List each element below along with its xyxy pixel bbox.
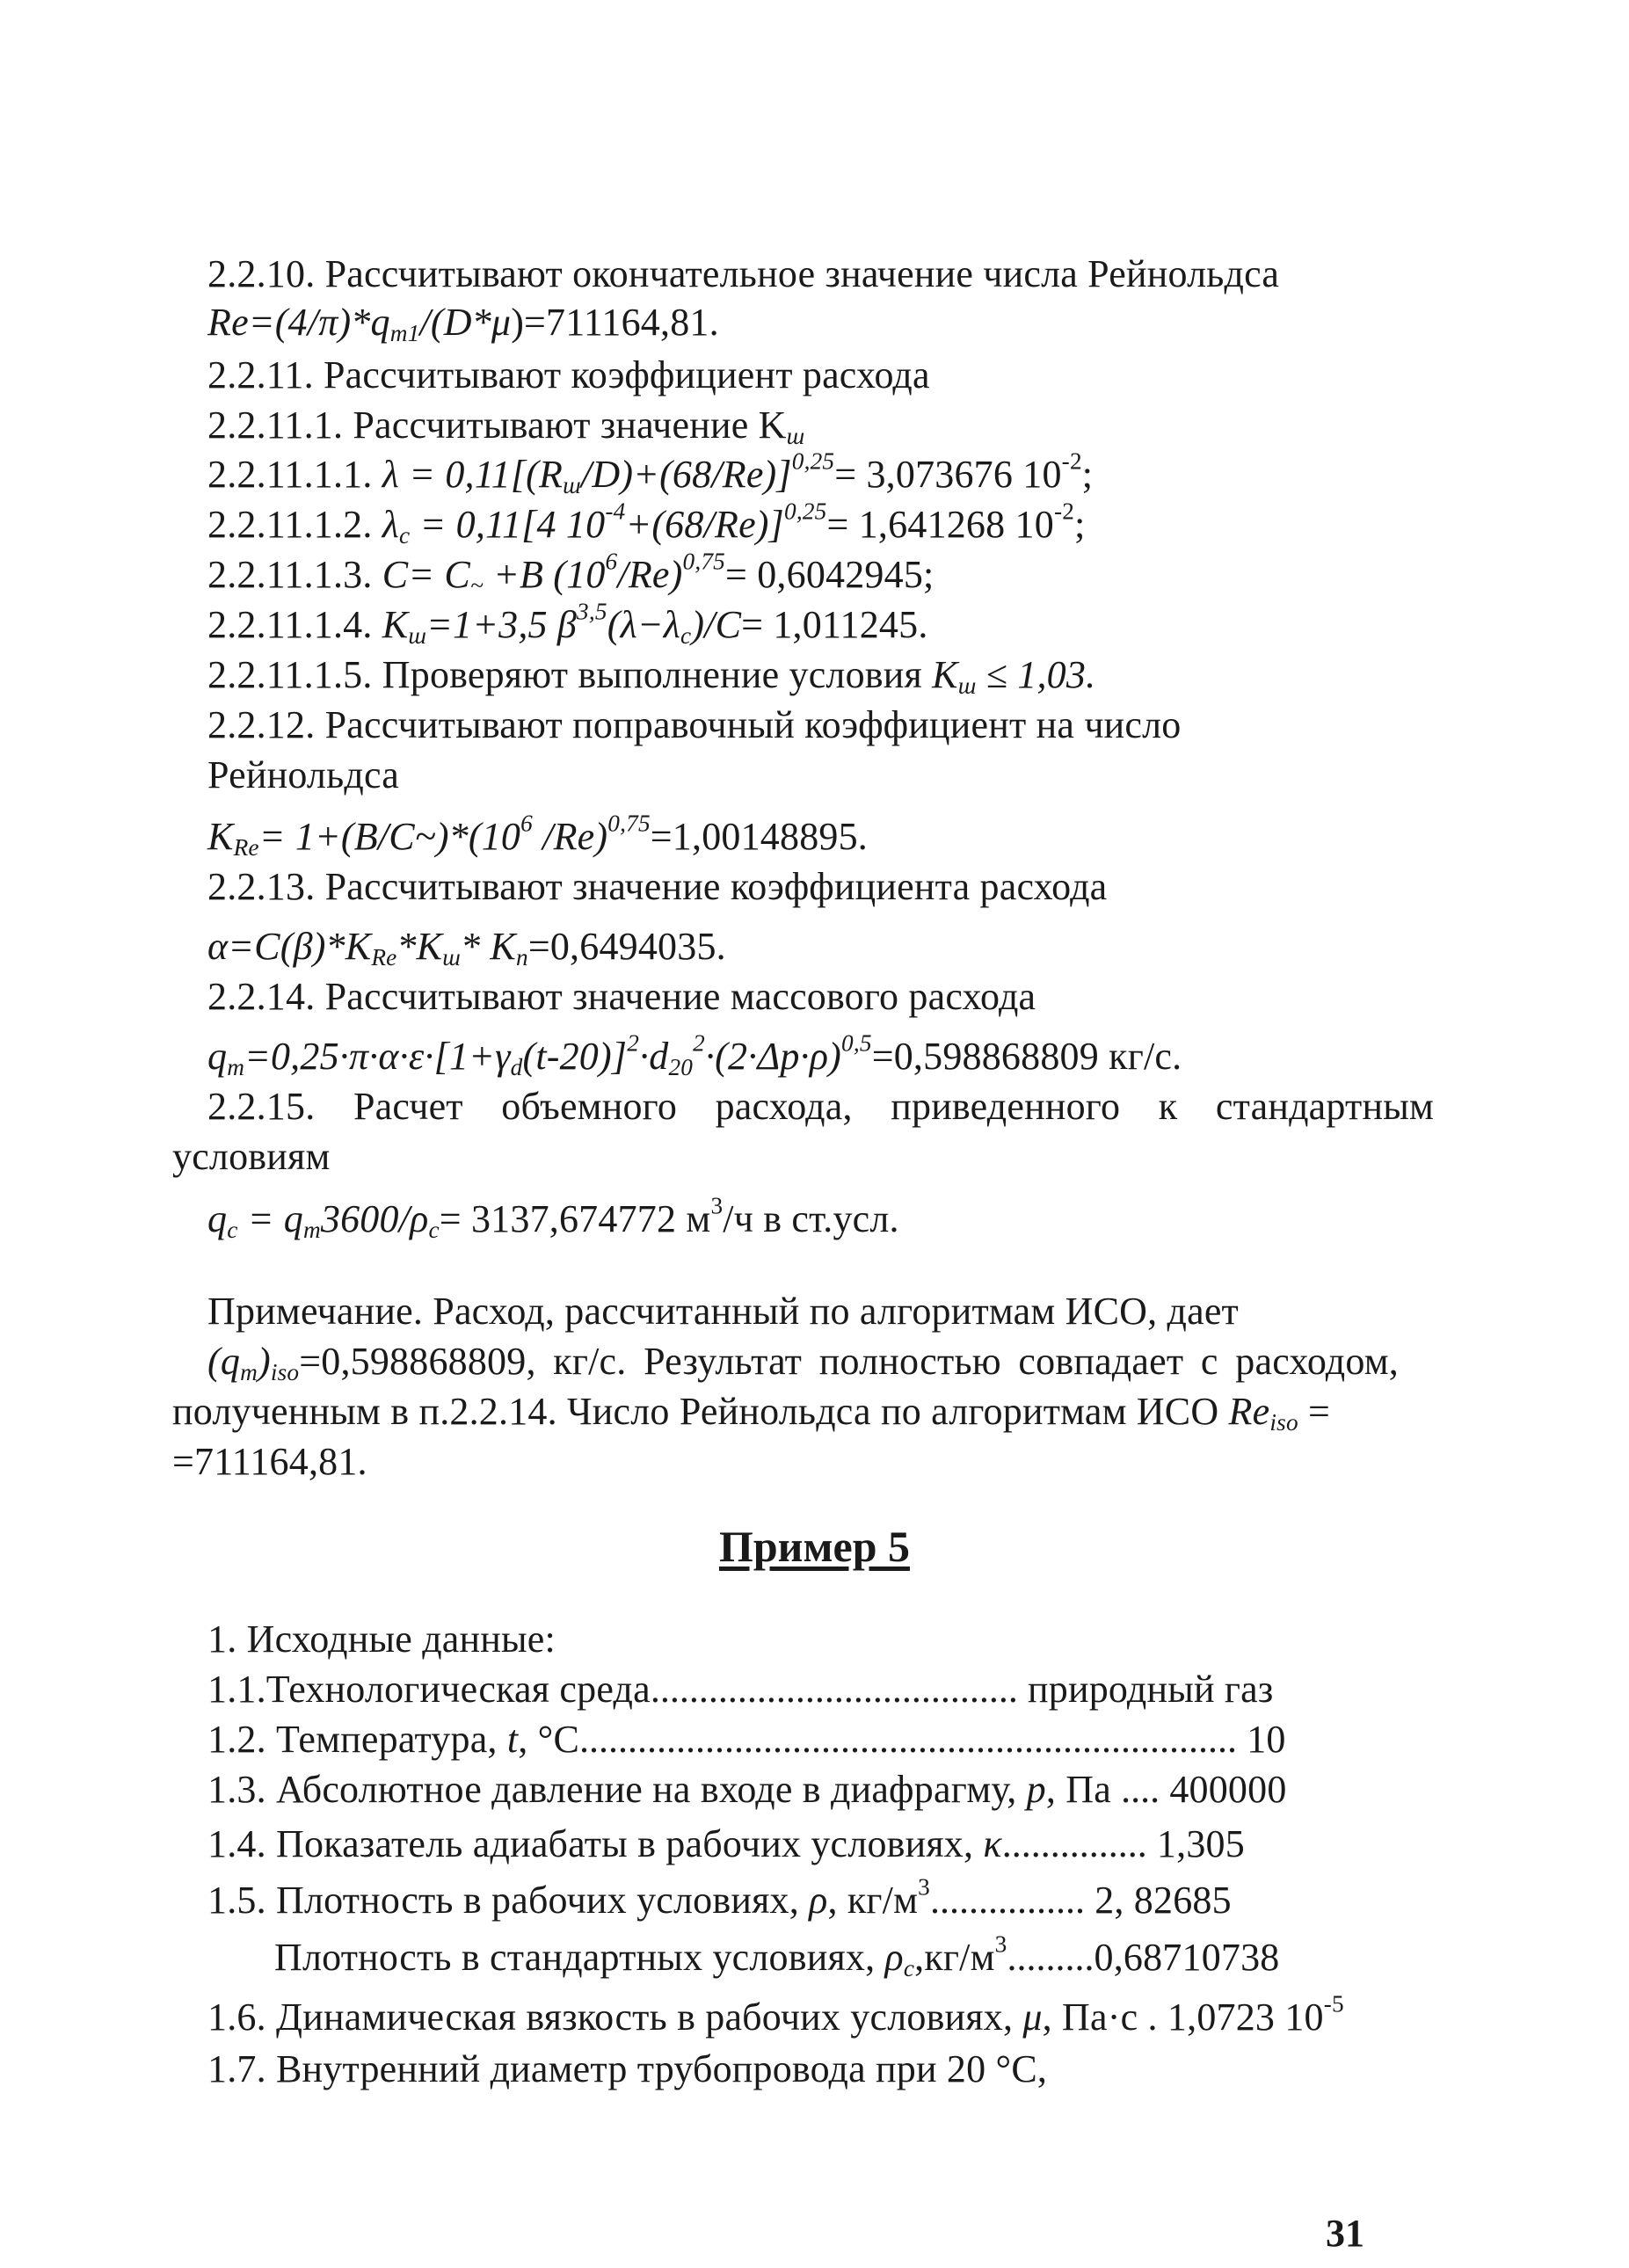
note-line-3: полученным в п.2.2.14. Число Рейнольдса по алгоритмам ИСО $Re_{iso}$ = [172, 1390, 1330, 1436]
equation-c: 2.2.11.1.3. $C= C_\sim +B$ $(10^6/Re)^{0,75}= 0,6042945$; [207, 548, 934, 599]
equation-mass-flow: $q_m=0,25\cdot\pi\cdot\alpha\cdot\varepsilon\cdot[1+\gamma_d(t-20)]^2\cdot d_{20}^2\cdot(2\cdot\Delta p\cdot\rho)^{0,5}=0,598868809$ кг/с. [207, 1029, 1182, 1080]
equation-alpha: $\alpha=C(\beta)*K_{Re}*K_ш*$ $K_n=0,6494035$. [207, 925, 726, 970]
item-1-5: 1.5. Плотность в рабочих условиях, ρ, $кг/м^3$................ 2, 82685 [207, 1873, 1232, 1922]
item-1-5-standard: Плотность в стандартных условиях, $\rho_c,кг/м^3.........0,68710738$ [274, 1930, 1280, 1981]
section-2-2-11-1: 2.2.11.1. Рассчитывают значение $K_ш$ [207, 403, 805, 449]
item-1-7: 1.7. Внутренний диаметр трубопровода при 20 °С, [207, 2047, 1048, 2090]
section-2-2-15: 2.2.15. Расчет объемного расхода, приведенного к стандартным [207, 1085, 1434, 1128]
item-1-2: 1.2. Температура, t, °С.................................................................... 10 [207, 1718, 1286, 1761]
note-line-1: Примечание. Расход, рассчитанный по алгоритмам ИСО, дает [207, 1290, 1239, 1333]
section-2-2-12: 2.2.12. Рассчитывают поправочный коэффициент на число [207, 703, 1182, 746]
section-2-2-13: 2.2.13. Рассчитывают значение коэффициента расхода [207, 865, 1108, 908]
note-line-4: =711164,81. [172, 1440, 367, 1483]
equation-lambda-c: 2.2.11.1.2. $\lambda_c = 0,11[4$ $10^{-4}+(68/Re)]^{0,25}= 1,641268$ $10^{-2}$; [207, 498, 1086, 549]
section-2-2-10: 2.2.10. Рассчитывают окончательное значение числа Рейнольдса [207, 252, 1280, 295]
equation-reynolds: $Re=(4/\pi)*q_{m1}/(D*\mu)=711164,81$. [207, 301, 719, 346]
section-2-2-14: 2.2.14. Рассчитывают значение массового расхода [207, 975, 1036, 1018]
equation-lambda: 2.2.11.1.1. $\lambda = 0,11[(R_ш/D)+(68/Re)]^{0,25}= 3,073676$ $10^{-2}$; [207, 447, 1094, 498]
item-1-3: 1.3. Абсолютное давление на входе в диафрагму, p, Па .... 400000 [207, 1768, 1287, 1811]
section-2-2-11-1-5: 2.2.11.1.5. Проверяют выполнение условия $K_ш \le 1,03$. [207, 653, 1096, 699]
item-1: 1. Исходные данные: [207, 1617, 556, 1661]
note-line-2: $(q_m)_{iso}=0,598868809$, кг/с. Результат полностью совпадает с расходом, [207, 1340, 1399, 1385]
page-number: 31 [1326, 2212, 1364, 2255]
example-heading: Пример 5 [718, 1522, 911, 1571]
item-1-1: 1.1.Технологическая среда...................................... природный газ [207, 1668, 1274, 1711]
item-1-6: 1.6. Динамическая вязкость в рабочих условиях, μ, Па·с . 1,0723 $10^{-5}$ [207, 1990, 1344, 2039]
item-1-4: 1.4. Показатель адиабаты в рабочих условиях, κ............... 1,305 [207, 1822, 1245, 1865]
section-2-2-15-cont: условиям [172, 1135, 331, 1178]
equation-k-sh: 2.2.11.1.4. $K_ш=1+3,5$ $\beta^{3,5}(\lambda-\lambda_c)/C= 1,011245$. [207, 598, 928, 649]
section-2-2-11: 2.2.11. Рассчитывают коэффициент расхода [207, 353, 930, 396]
equation-k-re: $K_{Re}=$ $1+(B/C\sim)*(10^6$ /Re)$^{0,75}$=1,00148895. [207, 810, 869, 861]
equation-volume-flow: $q_c = q_m3600/\rho_c= 3137,674772$ $м^3/ч$ в ст.усл. [207, 1192, 899, 1243]
section-2-2-12-cont: Рейнольдса [207, 753, 399, 796]
